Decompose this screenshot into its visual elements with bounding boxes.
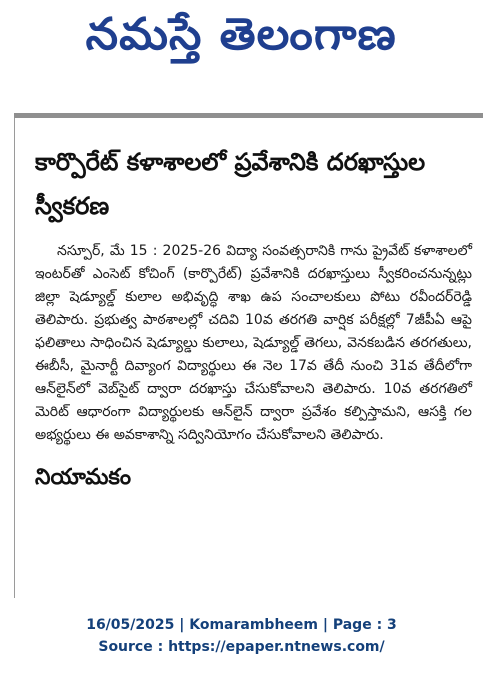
article-body: నస్పూర్, మే 15 : 2025-26 విద్యా సంవత్సరానికి గాను ప్రైవేట్ కళాశాలలో ఇంటర్‌తో ఎంసెట్ కోచింగ్ (కార్పొరేట్) ప్రవేశానికి దరఖాస్తులు స్వీకరించనున్నట్లు జిల్లా షెడ్యూల్డ్ కులాల అభివృద్ధి శాఖ ఉప సంచాలకులు పోటు రవీందర్‌రెడ్డి తెలిపారు. ప్రభుత్వ పాఠశాలల్లో చదివి 10వ తరగతి వార్షిక పరీక్షల్లో 7జీపీఏ ఆపై ఫలితాలు సాధించిన షెడ్యూల్డు కులాలు, షెడ్యూల్డ్ తెగలు, వెనకబడిన తరగతులు, ఈబీసీ, మైనార్టీ దివ్యాంగ విద్యార్థులు ఈ నెల 17వ తేదీ నుంచి 31వ తేదీలోగా ఆన్‌లైన్‌లో వెబ్‌సైట్ ద్వారా దరఖాస్తు చేసుకోవాలని తెలిపారు. 10వ తరగతిలో మెరిట్ ఆధారంగా విద్యార్థులకు ఆన్‌లైన్ ద్వారా ప్రవేశం కల్పిస్తామని, ఆసక్తి గల అభ్యర్థులు ఈ అవకాశాన్ని సద్వినియోగం చేసుకోవాలని తెలిపారు. — [35, 243, 472, 443]
article-headline: కార్పొరేట్ కళాశాలలో ప్రవేశానికి దరఖాస్తుల స్వీకరణ — [35, 148, 426, 220]
article-clipping — [14, 118, 483, 598]
next-article-heading: నియామకం — [35, 465, 132, 490]
masthead — [0, 0, 483, 80]
edition-info: 16/05/2025 | Komarambheem | Page : 3 — [86, 617, 397, 633]
source-link[interactable]: Source : https://epaper.ntnews.com/ — [98, 639, 385, 655]
clipping-footer — [0, 614, 483, 658]
newspaper-logo: నమస్తే తెలంగాణ — [85, 9, 398, 60]
